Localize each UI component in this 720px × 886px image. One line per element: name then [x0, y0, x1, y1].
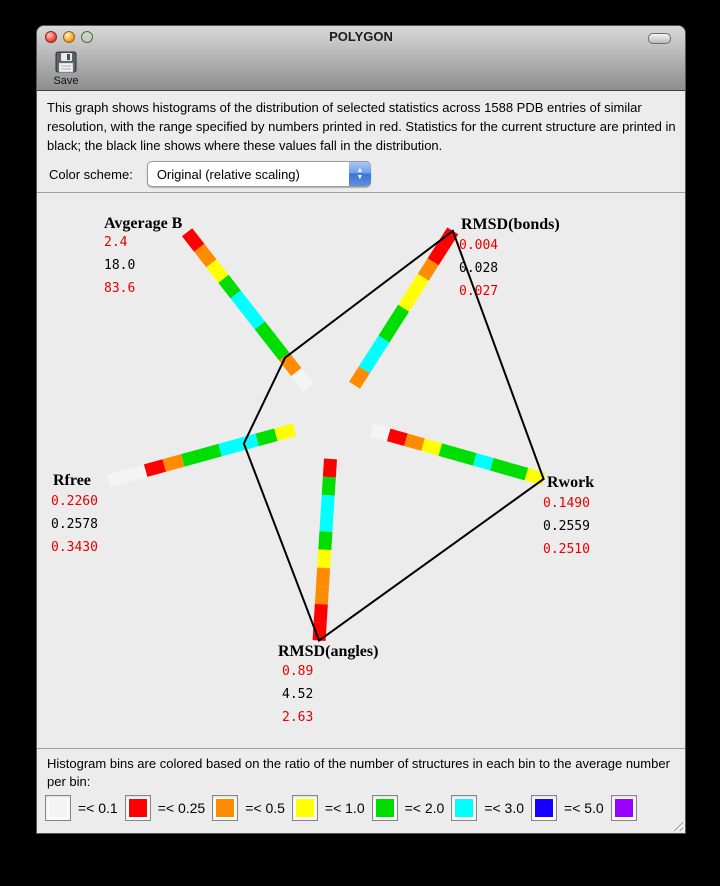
histogram-bin-avgerage-b-1 — [284, 356, 296, 372]
histogram-bin-avgerage-b-8 — [199, 248, 211, 264]
histogram-bin-rmsd-bonds-6 — [413, 277, 423, 292]
color-scheme-label: Color scheme: — [49, 166, 133, 182]
spoke-min-value: 0.89 — [282, 664, 314, 679]
color-scheme-select[interactable] — [147, 161, 371, 187]
histogram-bin-rfree-8 — [127, 471, 146, 476]
spoke-min-value: 0.1490 — [543, 496, 590, 511]
polygon-window — [36, 25, 686, 834]
spoke-label-rmsd-bonds: RMSD(bonds) — [461, 216, 560, 233]
color-scheme-row — [49, 161, 371, 187]
legend-swatch-orange — [212, 795, 238, 821]
legend-color-orange — [216, 799, 234, 817]
histogram-bin-avgerage-b-9 — [187, 232, 199, 248]
legend-label: =< 0.1 — [78, 800, 118, 816]
histogram-bin-rmsd-bonds-7 — [423, 262, 433, 277]
spoke-current-value: 0.2559 — [543, 519, 590, 534]
histogram-bin-avgerage-b-2 — [272, 341, 284, 357]
histogram-bin-rmsd-bonds-5 — [404, 293, 414, 308]
histogram-bin-rfree-6 — [164, 460, 183, 465]
spoke-current-value: 0.2578 — [51, 517, 98, 532]
legend-color-green — [376, 799, 394, 817]
histogram-bin-rfree-5 — [183, 455, 202, 460]
histogram-bin-rwork-8 — [509, 469, 526, 474]
spoke-values-rwork — [543, 492, 590, 561]
histogram-bin-rwork-2 — [406, 440, 423, 445]
color-scheme-selected-value: Original (relative scaling) — [156, 166, 300, 182]
spoke-values-avgerage-b — [104, 231, 135, 300]
spoke-min-value: 2.4 — [104, 235, 128, 250]
legend-swatch-cyan — [451, 795, 477, 821]
spoke-label-rfree: Rfree — [53, 472, 91, 489]
histogram-bin-rmsd-angles-2 — [327, 495, 328, 513]
title-bar[interactable] — [37, 26, 685, 48]
spoke-min-value: 0.004 — [459, 238, 499, 253]
legend-swatch-yellow — [292, 795, 318, 821]
histogram-bin-avgerage-b-7 — [211, 263, 223, 279]
histogram-bin-avgerage-b-6 — [223, 279, 235, 295]
histogram-bin-rwork-4 — [440, 450, 457, 455]
histogram-bin-rmsd-bonds-4 — [394, 308, 404, 323]
histogram-bin-rfree-3 — [220, 445, 239, 450]
histogram-bin-rwork-1 — [389, 435, 406, 440]
legend-swatch-blue — [531, 795, 557, 821]
legend-description: Histogram bins are colored based on the ratio of the number of structures in each bin to the average number per bin: — [47, 756, 670, 789]
histogram-bin-rmsd-bonds-2 — [374, 339, 384, 354]
histogram-bin-rwork-5 — [458, 454, 475, 459]
legend-swatch-red — [125, 795, 151, 821]
legend-color-cyan — [455, 799, 473, 817]
histogram-bin-rfree-9 — [108, 476, 127, 481]
legend-label: =< 1.0 — [324, 800, 365, 816]
histogram-bin-rmsd-bonds-1 — [364, 354, 374, 369]
histogram-bin-rmsd-bonds-8 — [433, 246, 443, 261]
legend-label: =< 0.5 — [245, 800, 285, 816]
histogram-bin-rwork-7 — [492, 464, 509, 469]
histogram-bin-rmsd-angles-3 — [326, 513, 327, 531]
histogram-bin-rmsd-bonds-0 — [354, 370, 364, 385]
spoke-min-value: 0.2260 — [51, 494, 98, 509]
spoke-max-value: 0.027 — [459, 284, 499, 299]
legend-color-purple — [615, 799, 633, 817]
histogram-bin-rmsd-angles-5 — [324, 550, 325, 568]
legend-swatch-purple — [611, 795, 637, 821]
legend-row — [45, 795, 686, 821]
spoke-max-value: 2.63 — [282, 710, 314, 725]
legend-item-red — [125, 795, 206, 821]
spoke-current-value: 4.52 — [282, 687, 314, 702]
histogram-bin-rmsd-bonds-3 — [384, 324, 394, 339]
save-floppy-icon — [53, 51, 79, 75]
spoke-current-value: 18.0 — [104, 258, 136, 273]
plot-panel — [37, 193, 686, 747]
window-chrome — [37, 26, 685, 91]
histogram-bin-avgerage-b-0 — [296, 372, 308, 388]
histogram-bin-rfree-1 — [257, 435, 276, 440]
histogram-bin-rwork-0 — [371, 430, 388, 435]
legend-color-blue — [535, 799, 553, 817]
legend-label: =< 2.0 — [404, 800, 445, 816]
window-title: POLYGON — [329, 29, 393, 44]
legend-color-white — [49, 799, 67, 817]
description-text: This graph shows histograms of the distribution of selected statistics across 1588 PDB entries of similar resolution, with the range specified by numbers printed in red. Statistics for the current structure are printed in black; the black line shows where these values fall in the distribution. — [47, 100, 676, 153]
histogram-bin-rfree-4 — [201, 450, 220, 455]
histogram-bin-rmsd-angles-4 — [325, 532, 326, 550]
histogram-bin-avgerage-b-3 — [260, 325, 272, 341]
spoke-label-rmsd-angles: RMSD(angles) — [278, 643, 379, 660]
spoke-values-rmsd-angles — [282, 660, 313, 729]
save-button[interactable] — [45, 51, 87, 89]
legend-item-green — [372, 795, 445, 821]
legend-item-cyan — [451, 795, 524, 821]
legend-color-red — [129, 799, 147, 817]
spoke-current-value: 0.028 — [459, 261, 499, 276]
legend-label: =< 5.0 — [564, 800, 604, 816]
legend-color-yellow — [296, 799, 314, 817]
histogram-bin-rmsd-angles-6 — [322, 568, 323, 586]
histogram-bin-avgerage-b-4 — [248, 310, 260, 326]
histogram-bin-rfree-0 — [276, 430, 295, 435]
spoke-values-rmsd-bonds — [459, 234, 498, 303]
legend-item-purple — [611, 795, 644, 821]
histogram-bin-rwork-6 — [475, 459, 492, 464]
legend-swatch-white — [45, 795, 71, 821]
legend-item-orange — [212, 795, 285, 821]
popup-arrows-icon: ▲ ▼ — [349, 162, 371, 186]
spoke-max-value: 83.6 — [104, 281, 136, 296]
legend-panel — [37, 748, 686, 834]
histogram-bin-avgerage-b-5 — [236, 294, 248, 310]
histogram-bin-rmsd-angles-1 — [328, 477, 329, 495]
histogram-bin-rwork-3 — [423, 445, 440, 450]
legend-item-blue — [531, 795, 604, 821]
spoke-max-value: 0.3430 — [51, 540, 98, 555]
legend-item-yellow — [292, 795, 365, 821]
legend-label: =< 3.0 — [484, 800, 525, 816]
content-area — [37, 91, 685, 834]
toolbar-toggle-button[interactable] — [648, 33, 671, 44]
legend-swatch-green — [372, 795, 398, 821]
legend-label: =< 0.25 — [157, 800, 206, 816]
spoke-max-value: 0.2510 — [543, 542, 590, 557]
histogram-bin-rmsd-angles-7 — [321, 586, 322, 604]
histogram-bin-rfree-2 — [239, 440, 258, 445]
save-button-label: Save — [53, 75, 79, 87]
histogram-bin-rmsd-angles-0 — [329, 459, 330, 477]
histogram-bin-rmsd-angles-9 — [319, 622, 320, 640]
histogram-bin-rmsd-angles-8 — [320, 604, 321, 622]
spoke-label-avgerage-b: Avgerage B — [104, 215, 183, 232]
histogram-bin-rfree-7 — [146, 465, 165, 470]
legend-item-white — [45, 795, 118, 821]
spoke-label-rwork: Rwork — [547, 474, 595, 491]
spoke-values-rfree — [51, 490, 98, 559]
